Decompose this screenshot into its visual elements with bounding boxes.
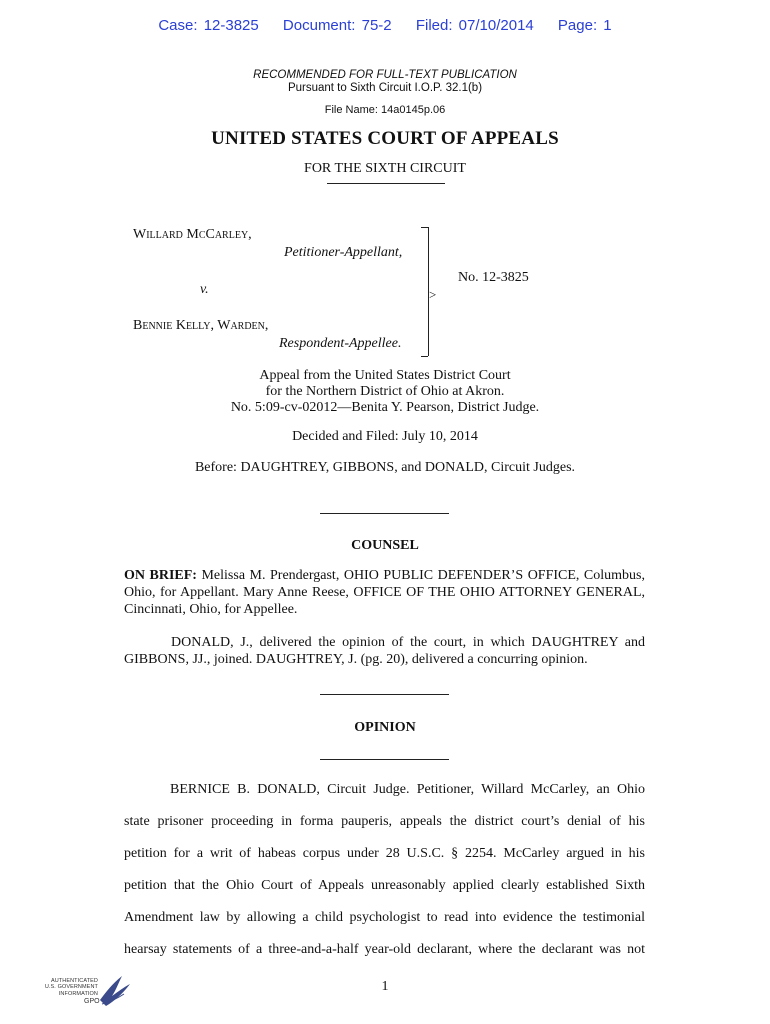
circuit-subtitle: FOR THE SIXTH CIRCUIT	[304, 161, 466, 176]
opinion-line-5: Amendment law by allowing a child psychologist to read into evidence the testimonial	[124, 910, 645, 925]
divider-opinion-top	[320, 694, 449, 695]
opinion-line-2: state prisoner proceeding in forma pauperis, appeals the district court’s denial of his	[124, 814, 645, 829]
gpo-authentication-logo	[40, 970, 132, 1014]
decided-date: Decided and Filed: July 10, 2014	[292, 429, 478, 444]
appeal-line-3: No. 5:09-cv-02012—Benita Y. Pearson, District Judge.	[230, 400, 540, 415]
gpo-label: GPO	[84, 998, 100, 1005]
page-number: 1	[381, 979, 389, 994]
petitioner-role: Petitioner-Appellant,	[284, 245, 403, 260]
respondent-role: Respondent-Appellee.	[279, 336, 402, 351]
petitioner-name: Willard McCarley,	[133, 227, 252, 242]
delivered-paragraph: DONALD, J., delivered the opinion of the court, in which DAUGHTREY and GIBBONS, JJ., joined. DAUGHTREY, J. (pg. 20), delivered a concurring opinion.	[124, 635, 645, 667]
stamp-page: Page: 1	[557, 17, 612, 34]
counsel-heading: COUNSEL	[351, 538, 419, 553]
file-name: File Name: 14a0145p.06	[324, 104, 446, 116]
caption-bracket-top	[421, 227, 428, 228]
opinion-heading: OPINION	[354, 720, 416, 735]
gpo-authentication-text: AUTHENTICATED U.S. GOVERNMENT INFORMATION	[44, 978, 98, 997]
on-brief-text: Melissa M. Prendergast, OHIO PUBLIC DEFENDER’S OFFICE, Columbus, Ohio, for Appellant. Mary Anne Reese, OFFICE OF THE OHIO ATTORNEY GENERAL, Cincinnati, Ohio, for Appellee.	[124, 568, 645, 617]
publication-recommendation: RECOMMENDED FOR FULL-TEXT PUBLICATION	[253, 69, 517, 81]
filing-stamp	[0, 17, 770, 34]
opinion-line-1: BERNICE B. DONALD, Circuit Judge. Petitioner, Willard McCarley, an Ohio	[170, 782, 645, 797]
judges-before: Before: DAUGHTREY, GIBBONS, and DONALD, Circuit Judges.	[194, 460, 576, 475]
opinion-line-6: hearsay statements of a three-and-a-half year-old declarant, where the declarant was not	[124, 942, 645, 957]
header-divider	[327, 183, 445, 184]
divider-counsel-top	[320, 513, 449, 514]
caption-bracket-point: >	[429, 287, 437, 302]
on-brief-paragraph	[124, 567, 645, 618]
divider-opinion-bottom	[320, 759, 449, 760]
versus: v.	[200, 282, 209, 297]
pursuant-note: Pursuant to Sixth Circuit I.O.P. 32.1(b)	[287, 82, 483, 94]
caption-bracket-bottom	[421, 356, 428, 357]
appeal-line-2: for the Northern District of Ohio at Akron.	[265, 384, 505, 399]
opinion-line-3: petition for a writ of habeas corpus under 28 U.S.C. § 2254. McCarley argued in his	[124, 846, 645, 861]
stamp-document: Document: 75-2	[282, 17, 392, 34]
stamp-case: Case: 12-3825	[158, 17, 259, 34]
eagle-icon	[40, 970, 132, 1014]
appeal-line-1: Appeal from the United States District Court	[259, 368, 511, 383]
respondent-name: Bennie Kelly, Warden,	[133, 318, 269, 333]
stamp-filed: Filed: 07/10/2014	[415, 17, 534, 34]
on-brief-label: ON BRIEF:	[124, 568, 197, 583]
opinion-line-4: petition that the Ohio Court of Appeals unreasonably applied clearly established Sixth	[124, 878, 645, 893]
court-title: UNITED STATES COURT OF APPEALS	[211, 128, 559, 149]
case-number: No. 12-3825	[458, 270, 529, 285]
